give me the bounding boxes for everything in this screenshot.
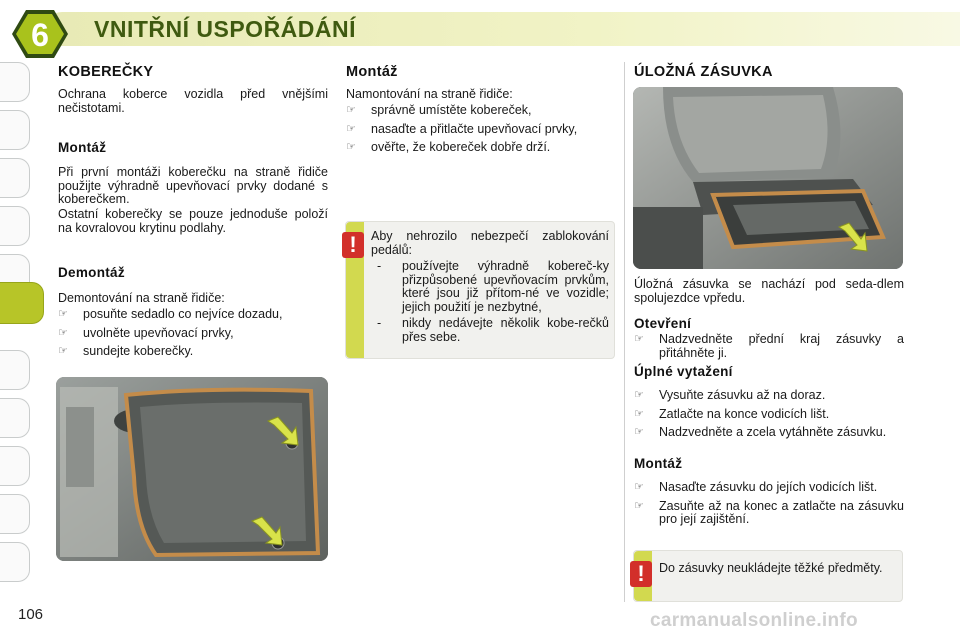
section-title-floor-mats: KOBEREČKY (58, 64, 154, 80)
side-chapter-tabs (0, 62, 32, 582)
list-item: ☞ Zasuňte až na konec a zatlačte na zásuvku pro její zajištění. (634, 498, 904, 526)
pointing-hand-icon: ☞ (634, 426, 644, 438)
storage-drawer-intro: Úložná zásuvka se nachází pod seda-dlem spolujezdce vpředu. (634, 277, 904, 305)
side-tab-10[interactable] (0, 494, 30, 534)
pointing-hand-icon: ☞ (58, 308, 68, 320)
pedal-warning-intro: Aby nehrozilo nebezpečí zablokování pedálů: (371, 229, 609, 257)
list-item: ☞ sundejte koberečky. (58, 344, 194, 358)
list-item: ☞ Nadzvedněte a zcela vytáhněte zásuvku. (634, 425, 887, 439)
side-tab-2[interactable] (0, 110, 30, 150)
section-title-storage-drawer: ÚLOŽNÁ ZÁSUVKA (634, 64, 773, 80)
pointing-hand-icon: ☞ (346, 122, 356, 135)
list-item: - nikdy nedávejte několik kobe-rečků přes sebe. (371, 317, 609, 344)
list-item: ☞ ověřte, že kobereček dobře drží. (346, 140, 551, 154)
side-tab-11[interactable] (0, 542, 30, 582)
pointing-hand-icon: ☞ (634, 407, 644, 420)
side-tab-4[interactable] (0, 206, 30, 246)
full-extraction-list (634, 389, 904, 445)
side-tab-7[interactable] (0, 350, 30, 390)
watermark: carmanualsonline.info (650, 610, 858, 631)
pointing-hand-icon: ☞ (346, 141, 356, 153)
chapter-badge (8, 6, 72, 62)
list-item: ☞ nasaďte a přitlačte upevňovací prvky, (346, 121, 578, 136)
opening-list (634, 333, 904, 365)
page-number: 106 (18, 606, 44, 623)
removal-intro: Demontování na straně řidiče: (58, 291, 225, 305)
warning-icon: ! (630, 561, 652, 587)
side-tab-6-active[interactable] (0, 282, 44, 324)
removal-list (58, 308, 328, 364)
heavy-objects-warning-text: Do zásuvky neukládejte těžké předměty. (659, 561, 883, 575)
list-item: ☞ správně umístěte kobereček, (346, 103, 532, 117)
heavy-objects-warning-box (633, 550, 903, 602)
mounting-heading: Montáž (58, 140, 107, 155)
storage-drawer-photo (633, 87, 903, 269)
pointing-hand-icon: ☞ (634, 481, 644, 493)
pointing-hand-icon: ☞ (634, 333, 644, 345)
removal-heading: Demontáž (58, 265, 125, 280)
floor-mats-intro: Ochrana koberce vozidla před vnějšími nečistotami. (58, 87, 328, 115)
pointing-hand-icon: ☞ (634, 389, 644, 401)
list-item: ☞ Nasaďte zásuvku do jejích vodicích lišt. (634, 480, 878, 494)
pointing-hand-icon: ☞ (58, 345, 68, 357)
list-item: ☞ posuňte sedadlo co nejvíce dozadu, (58, 307, 283, 321)
drawer-mounting-heading: Montáž (634, 456, 683, 471)
list-item: ☞ Nadzvedněte přední kraj zásuvky a přitáhněte ji. (634, 332, 904, 360)
list-item: - používejte výhradně kobereč-ky přizpůsobené upevňovacím prvkům, které jsou již přítom-né ve vozidle; jejich použití je nezbytné, (371, 260, 609, 314)
mounting-intro: Namontování na straně řidiče: (346, 87, 513, 101)
floor-mat-photo (56, 377, 328, 561)
side-tab-3[interactable] (0, 158, 30, 198)
pedal-warning-list (371, 260, 609, 347)
drawer-mounting-list (634, 481, 904, 532)
page-title: VNITŘNÍ USPOŘÁDÁNÍ (94, 16, 357, 42)
column-divider (624, 62, 625, 602)
pointing-hand-icon: ☞ (346, 104, 356, 116)
pointing-hand-icon: ☞ (634, 499, 644, 512)
pedal-warning-box (345, 221, 615, 359)
side-tab-9[interactable] (0, 446, 30, 486)
side-tab-1[interactable] (0, 62, 30, 102)
full-extraction-heading: Úplné vytažení (634, 364, 733, 379)
list-item: ☞ Zatlačte na konce vodicích lišt. (634, 406, 830, 421)
mounting-paragraph-2: Ostatní koberečky se pouze jednoduše položí na kovralovou krytinu podlahy. (58, 207, 328, 235)
list-item: ☞ uvolněte upevňovací prvky, (58, 325, 234, 340)
mounting-list (346, 104, 618, 160)
chapter-number: 6 (31, 17, 49, 53)
side-tab-8[interactable] (0, 398, 30, 438)
opening-heading: Otevření (634, 316, 692, 331)
list-item: ☞ Vysuňte zásuvku až na doraz. (634, 388, 826, 402)
section-title-mounting: Montáž (346, 64, 398, 80)
pointing-hand-icon: ☞ (58, 326, 68, 339)
mounting-paragraph-1: Při první montáži koberečku na straně řidiče použijte výhradně upevňovací prvky dodané s koberečkem. (58, 165, 328, 206)
warning-icon: ! (342, 232, 364, 258)
